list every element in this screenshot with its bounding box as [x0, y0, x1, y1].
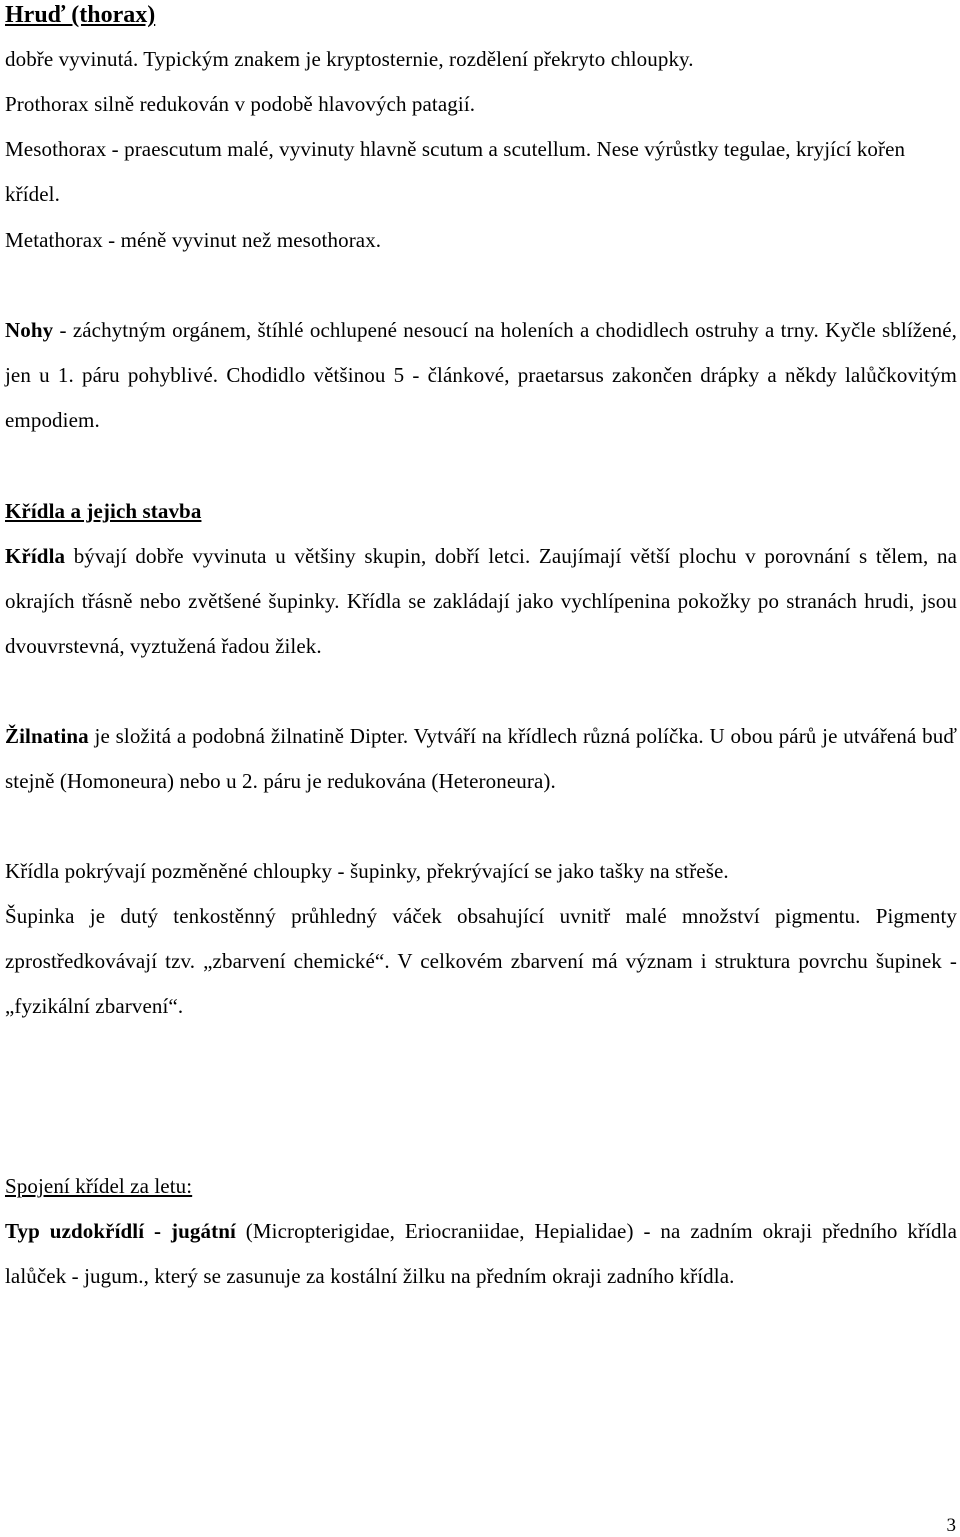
wings-text: bývají dobře vyvinuta u většiny skupin, dobří letci. Zaujímají větší plochu v porovnání s tělem, na okrajích třásně nebo zvětšené šupinky. Křídla se zakládají jako vychlípenina pokožky po stranách hrudi, jsou dvouvrstevná, vyztužená řadou žilek.: [5, 544, 957, 658]
coupling-term: Typ uzdokřídlí - jugátní: [5, 1219, 236, 1243]
coupling-text: (Micropterigidae, Eriocraniidae, Hepialidae) - na zadním okraji předního křídla lalůček - jugum., který se zasunuje za kostální žilku na předním okraji zadního křídla.: [5, 1219, 957, 1288]
scales-line-1: Křídla pokrývají pozměněné chloupky - šupinky, překrývající se jako tašky na střeše.: [5, 859, 729, 883]
venation-text: je složitá a podobná žilnatině Dipter. Vytváří na křídlech různá políčka. U obou párů je utvářená buď stejně (Homoneura) nebo u 2. páru je redukována (Heteroneura).: [5, 724, 957, 793]
wings-term: Křídla: [5, 544, 66, 568]
legs-text: - záchytným orgánem, štíhlé ochlupené nesoucí na holeních a chodidlech ostruhy a trny. Kyčle sblížené, jen u 1. páru pohyblivé. Chodidlo většinou 5 - článkové, praetarsus zakončen drápky a někdy lalůčkovitým empodiem.: [5, 318, 957, 432]
wings-paragraph: [5, 534, 957, 668]
page-title: Hruď (thorax): [5, 2, 156, 28]
page-number: 3: [946, 1515, 956, 1536]
wings-heading: Křídla a jejich stavba: [5, 499, 202, 523]
legs-term: Nohy: [5, 318, 54, 342]
thorax-line-3: Mesothorax - praescutum malé, vyvinuty hlavně scutum a scutellum. Nese výrůstky tegulae, kryjící kořen křídel.: [5, 137, 906, 206]
coupling-heading: Spojení křídel za letu:: [5, 1174, 193, 1198]
thorax-line-1: dobře vyvinutá. Typickým znakem je kryptosternie, rozdělení překryto chloupky.: [5, 47, 694, 71]
thorax-line-4: Metathorax - méně vyvinut než mesothorax.: [5, 228, 382, 252]
venation-paragraph: [5, 714, 957, 804]
legs-paragraph: [5, 308, 957, 442]
thorax-line-2: Prothorax silně redukován v podobě hlavových patagií.: [5, 92, 476, 116]
scales-paragraph: Šupinka je dutý tenkostěnný průhledný váček obsahující uvnitř malé množství pigmentu. Pigmenty zprostředkovávají tzv. „zbarvení chemické“. V celkovém zbarvení má význam i struktura povrchu šupinek - „fyzikální zbarvení“.: [5, 904, 957, 1018]
coupling-paragraph: [5, 1209, 957, 1299]
venation-term: Žilnatina: [5, 724, 89, 748]
